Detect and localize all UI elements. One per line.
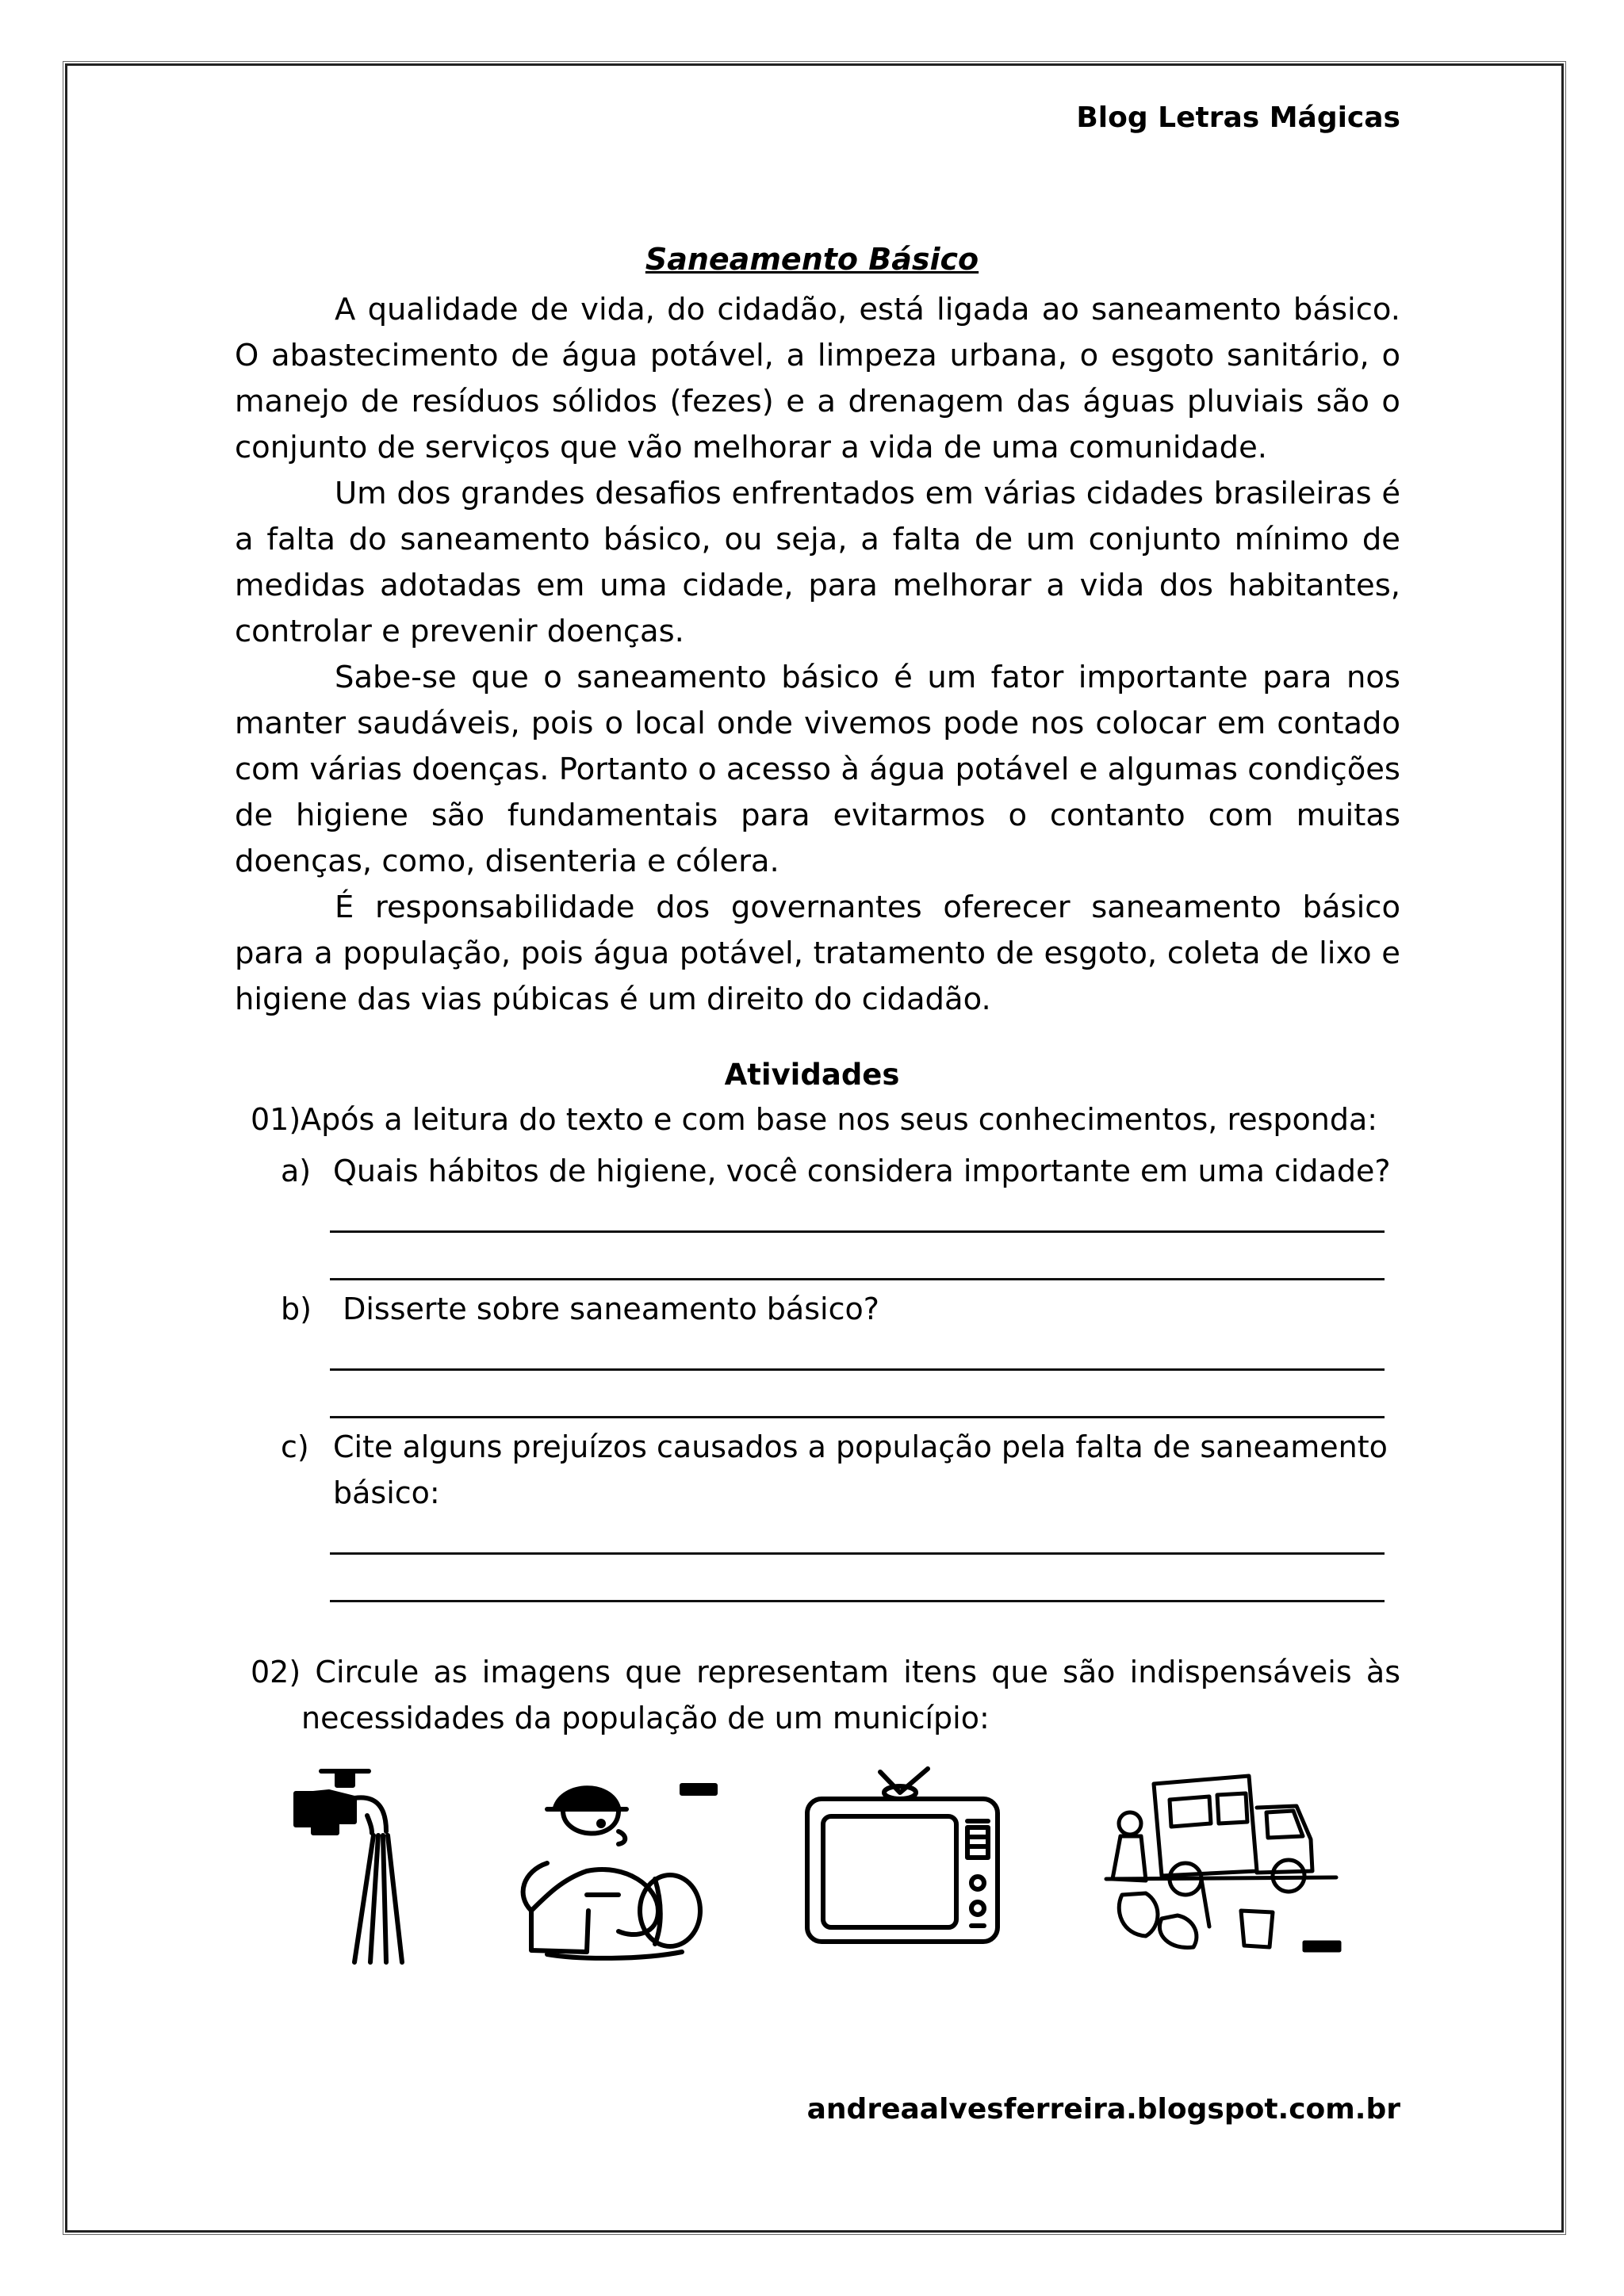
question-2-line-2: necessidades da população de um município: [301,1701,990,1735]
question-2-line-1: 02) Circule as imagens que representam itens que são indispensáveis às [251,1655,1400,1689]
item-text: Quais hábitos de higiene, você considera importante em uma cidade? [333,1154,1391,1188]
item-text: Cite alguns prejuízos causados a população pela falta de saneamento [333,1429,1388,1464]
article-body [235,287,1400,1023]
question-1-intro: 01)Após a leitura do texto e com base nos seus conhecimentos, responda: [251,1102,1378,1137]
paragraph: Sabe-se que o saneamento básico é um fator importante para nos manter saudáveis, pois o local onde vivemos pode nos colocar em contado com várias doenças. Portanto o acesso à água potável e algumas condições de higiene são fundamentais para evitarmos o contanto com muitas doenças, como, disenteria e cólera. [235,660,1400,879]
water-faucet-image[interactable] [282,1760,440,1966]
question-1a [281,1148,1391,1194]
answer-line[interactable] [330,1230,1385,1233]
answer-line[interactable] [330,1416,1385,1418]
question-1b [281,1286,1391,1332]
television-image[interactable] [801,1764,1007,1954]
item-text-continued: básico: [333,1475,440,1510]
item-label: b) [281,1292,312,1326]
item-text: Disserte sobre saneamento básico? [333,1292,879,1326]
garbage-truck-image[interactable] [1098,1760,1344,1966]
answer-line[interactable] [330,1600,1385,1602]
footer-url[interactable]: andreaalvesferreira.blogspot.com.br [806,2093,1400,2126]
answer-line[interactable] [330,1278,1385,1280]
article-title: Saneamento Básico [645,242,979,277]
question-1c [281,1424,1391,1516]
sewer-worker-image[interactable] [500,1776,722,1966]
blog-title: Blog Letras Mágicas [1076,101,1400,134]
question-2 [251,1649,1400,1741]
activities-title: Atividades [724,1058,900,1092]
paragraph: Um dos grandes desafios enfrentados em várias cidades brasileiras é a falta do saneamento básico, ou seja, a falta de um conjunto mínimo de medidas adotadas em uma cidade, para melhorar a vida dos habitantes, controlar e prevenir doenças. [235,476,1400,649]
item-label: c) [281,1429,309,1464]
paragraph: É responsabilidade dos governantes oferecer saneamento básico para a população, pois água potável, tratamento de esgoto, coleta de lixo e higiene das vias púbicas é um direito do cidadão. [235,890,1400,1017]
paragraph: A qualidade de vida, do cidadão, está ligada ao saneamento básico. O abastecimento de água potável, a limpeza urbana, o esgoto sanitário, o manejo de resíduos sólidos (fezes) e a drenagem das águas pluviais são o conjunto de serviços que vão melhorar a vida de uma comunidade. [235,292,1400,465]
answer-line[interactable] [330,1368,1385,1371]
item-label: a) [281,1154,312,1188]
answer-line[interactable] [330,1552,1385,1555]
